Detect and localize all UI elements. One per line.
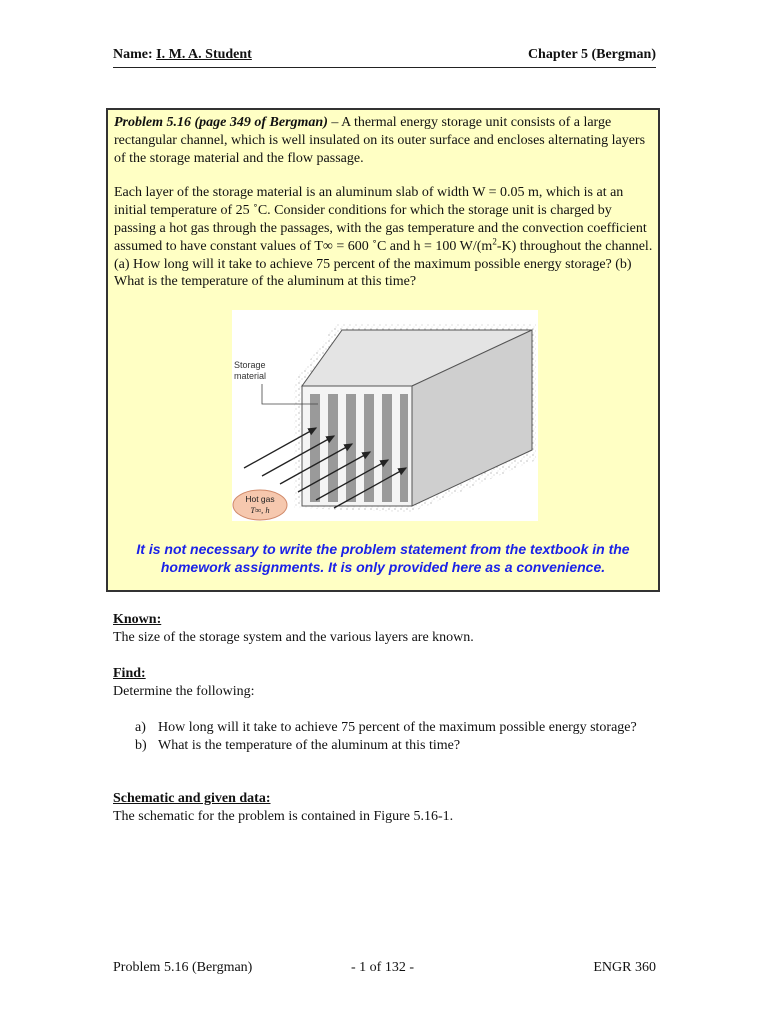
page-header [113,47,656,68]
storage-label-2: material [234,371,267,381]
problem-paragraph-2-part-b: -K) throughout the channel. (a) How long will it take to achieve 75 percent of the maximum possible energy storage? (b) What is the temperature of the aluminum at this time? [114,238,653,290]
find-intro: Determine the following: [113,684,255,699]
list-marker: a) [135,720,146,735]
find-section [113,665,658,755]
superscript: 2 [492,236,497,247]
note-line-1: It is not necessary to write the problem statement from the textbook in the [136,541,630,557]
known-text: The size of the storage system and the various layers are known. [113,630,474,645]
list-item-text: What is the temperature of the aluminum at this time? [158,738,461,753]
storage-label-1: Storage [234,360,266,370]
schematic-title: Schematic and given data: [113,791,271,806]
list-item-text: How long will it take to achieve 75 percent of the maximum possible energy storage? [158,720,637,735]
hot-gas-label: Hot gas [245,494,275,504]
problem-reference: Problem 5.16 (page 349 of Bergman) [114,115,328,130]
student-name [113,47,252,63]
problem-paragraph-2 [114,184,654,291]
list-item [113,719,658,737]
page-number: - 1 of 132 - [351,960,414,975]
name-value: I. M. A. Student [156,47,252,62]
find-title: Find: [113,666,146,681]
known-title: Known: [113,612,162,627]
page-footer [113,960,656,978]
storage-unit-figure [232,310,538,521]
schematic-text: The schematic for the problem is contained in Figure 5.16-1. [113,809,454,824]
name-label: Name: [113,47,153,62]
storage-unit-diagram [232,310,538,521]
known-section [113,611,658,647]
problem-paragraph-2-part-a: Each layer of the storage material is an aluminum slab of width W = 0.05 m, which is at an initial temperature of 25 ˚C. Consider conditions for which the storage unit is charged by passing a hot gas through the passages, with the gas temperature and the convection coefficient assumed to have constant values of T∞ = 600 ˚C and h = 100 W/(m [114,185,647,254]
schematic-section [113,790,658,826]
list-marker: b) [135,738,147,753]
note-line-2: homework assignments. It is only provided here as a convenience. [160,559,606,575]
problem-text [114,114,654,308]
problem-statement-box [106,108,660,592]
problem-paragraph-1 [114,114,654,167]
convenience-note [108,540,658,576]
footer-problem: Problem 5.16 (Bergman) [113,960,253,975]
list-item [113,737,658,755]
problem-intro: – A thermal energy storage unit consists of a large rectangular channel, which is well insulated on its outer surface and encloses alternating layers of the storage material and the flow passage. [114,115,646,166]
hot-gas-sub: T∞, h [250,505,270,515]
find-list [113,719,658,755]
footer-course: ENGR 360 [593,960,656,975]
chapter-title: Chapter 5 (Bergman) [527,47,656,62]
